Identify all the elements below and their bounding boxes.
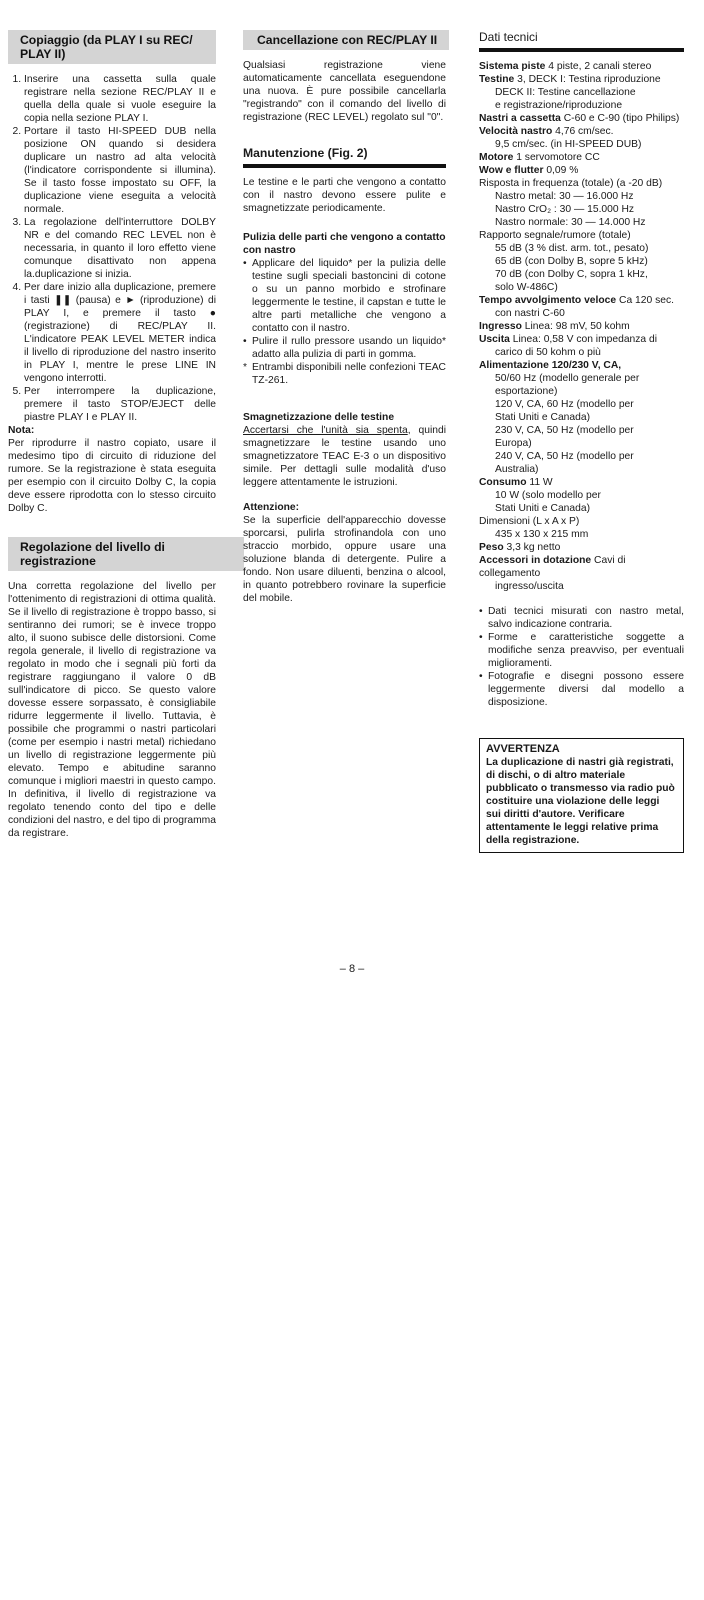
spec-value: 4,76 cm/sec.: [555, 126, 614, 137]
spec-key: Nastri a cassetta: [479, 113, 561, 124]
spec-value: 3,3 kg netto: [506, 542, 561, 553]
specs-note: • Fotografie e disegni possono essere leggermente diversi dal modello a disposizione.: [479, 670, 684, 709]
spec-value: 4 piste, 2 canali stereo: [548, 61, 652, 72]
copy-heading: Copiaggio (da PLAY I su REC/ PLAY II): [8, 30, 216, 64]
spec-value: 3, DECK I: Testina riproduzione: [517, 74, 661, 85]
copy-step: 2. Portare il tasto HI-SPEED DUB nella posizione ON quando si desidera duplicare un nastro ad alta velocità (l'indicatore corrispondente si illumina). Se il tasto fosse impostato su OFF, la duplicazione viene eseguita a velocità normale.: [24, 125, 216, 216]
footnote: [243, 361, 446, 387]
spec-value: 0,09 %: [546, 165, 579, 176]
cleaning-list: [243, 257, 446, 361]
warning-title: AVVERTENZA: [486, 743, 560, 755]
spec-value: Linea: 0,58 V con impedanza di: [512, 334, 658, 345]
demag-text: , quindi smagnetizzare le testine usando uno smagnetizzatore TEAC E-3 o un dispositivo simile. Per dettagli sulle modalità d'uso leggere attentamente le istruzioni.: [243, 425, 446, 488]
spec-key: Velocità nastro: [479, 126, 553, 137]
spec-value: 11 W: [529, 477, 553, 488]
spec-key: Tempo avvolgimento veloce: [479, 295, 617, 306]
column-right: [479, 30, 684, 853]
spec-value: 9,5 cm/sec. (in HI-SPEED DUB): [495, 139, 642, 150]
copy-step: 4. Per dare inizio alla duplicazione, premere i tasti ❚❚ (pausa) e ► (riproduzione) di PLAY I, e premere il tasto ● (registrazione) di REC/PLAY II. L'indicatore PEAK LEVEL METER indica il livello di riproduzione del nastro inserito in PLAY I, mentre le prese LINE IN vengono interrotti.: [24, 281, 216, 385]
spec-key: Peso: [479, 542, 504, 553]
spec-key: Motore: [479, 152, 514, 163]
page-number: – 8 –: [339, 963, 365, 975]
cleaning-heading: Pulizia delle parti che vengono a contatto con nastro: [243, 232, 446, 256]
spec-value: 230 V, CA, 50 Hz (modello per: [495, 425, 634, 436]
column-left: [8, 30, 216, 840]
specs-notes: [479, 605, 684, 709]
spec-value: con nastri C-60: [495, 308, 565, 319]
spec-key: Consumo: [479, 477, 527, 488]
spec-value: solo W-486C): [495, 282, 558, 293]
maintenance-heading: Manutenzione (Fig. 2): [243, 146, 446, 168]
warning-box: [479, 738, 684, 853]
demag-paragraph: [243, 424, 446, 489]
spec-value: Stati Uniti e Canada): [495, 503, 591, 514]
spec-value: 50/60 Hz (modello generale per: [495, 373, 640, 384]
spec-value: esportazione): [495, 386, 558, 397]
spec-key: Wow e flutter: [479, 165, 544, 176]
spec-value: 70 dB (con Dolby C, sopra 1 kHz,: [495, 269, 648, 280]
spec-value: DECK II: Testine cancellazione: [495, 87, 636, 98]
note-text: Per riprodurre il nastro copiato, usare il medesimo tipo di circuito di riduzione del rumore. Se la registrazione è stata eseguita per esempio con il circuito Dolby C, la copia deve essere riprodotta con lo stesso circuito Dolby C.: [8, 438, 216, 514]
spec-key: Alimentazione: [479, 360, 549, 371]
spec-value: Cavi di collegamento: [479, 555, 626, 579]
spec-value: 55 dB (3 % dist. arm. tot., pesato): [495, 243, 649, 254]
spec-value: 120/230 V, CA,: [551, 360, 622, 371]
copy-steps-list: [8, 73, 216, 424]
spec-value: 1 servomotore CC: [516, 152, 600, 163]
column-middle: [243, 30, 446, 605]
warning-text: La duplicazione di nastri già registrati, di dischi, o di altro materiale pubblicato o transmesso via radio può costituire una violazione delle leggi sui diritti d'autore. Verificare attentamente le leggi relative prima della registrazione.: [486, 757, 675, 846]
spec-value: 240 V, CA, 50 Hz (modello per: [495, 451, 634, 462]
spec-value: Nastro normale: 30 — 14.000 Hz: [495, 217, 646, 228]
demag-heading: Smagnetizzazione delle testine: [243, 412, 395, 423]
spec-key: Sistema piste: [479, 61, 546, 72]
spec-value: e registrazione/riproduzione: [495, 100, 623, 111]
specs-list: [479, 60, 684, 593]
spec-value: Nastro CrO₂ : 30 — 15.000 Hz: [495, 204, 635, 215]
spec-key: Ingresso: [479, 321, 522, 332]
spec-key: Rapporto segnale/rumore (totale): [479, 230, 631, 241]
cleaning-item: • Applicare del liquido* per la pulizia delle testine sugli speciali bastoncini di cotone o su un panno morbido e strofinare leggermente le testine, il capstan e tutte le altre parti metalliche che vengono a contatto con il nastro.: [243, 257, 446, 335]
demag-underlined: Accertarsi che l'unità sia spenta: [243, 425, 408, 436]
spec-value: 120 V, CA, 60 Hz (modello per: [495, 399, 634, 410]
spec-value: carico di 50 kohm o più: [495, 347, 601, 358]
spec-value: 435 x 130 x 215 mm: [495, 529, 589, 540]
copy-step: 1. Inserire una cassetta sulla quale registrare nella sezione REC/PLAY II e quella della quale si vuole eseguire la copia nella sezione PLAY I.: [24, 73, 216, 125]
spec-key: Uscita: [479, 334, 510, 345]
spec-value: Europa): [495, 438, 532, 449]
footnote-star: *: [243, 362, 248, 373]
copy-step: 5. Per interrompere la duplicazione, premere il tasto STOP/EJECT delle piastre PLAY I e PLAY II.: [24, 385, 216, 424]
erase-text: Qualsiasi registrazione viene automaticamente cancellata eseguendone una nuova. È pure possibile cancellarla "registrando" con il comando del livello di registrazione (REC LEVEL) regolato sul "0".: [243, 60, 446, 123]
spec-value: Ca 120 sec.: [619, 295, 674, 306]
cleaning-item: • Pulire il rullo pressore usando un liquido* adatto alla pulizia di parti in gomma.: [243, 335, 446, 361]
specs-note: • Forme e caratteristiche soggette a modifiche senza preavviso, per eventuali miglioramenti.: [479, 631, 684, 670]
specs-note: • Dati tecnici misurati con nastro metal, salvo indicazione contraria.: [479, 605, 684, 631]
spec-value: 10 W (solo modello per: [495, 490, 601, 501]
note-label: Nota:: [8, 425, 35, 436]
erase-heading: Cancellazione con REC/PLAY II: [243, 30, 449, 50]
specs-heading: Dati tecnici: [479, 30, 684, 52]
level-text: Una corretta regolazione del livello per l'ottenimento di registrazioni di ottima qualità. Se il livello di registrazione è troppo basso, si sentiranno dei rumori; se è invece troppo alto, il suono subisce delle distorsioni. Come regola generale, il livello di registrazione va regolato in modo che i segnali più forti da registrare raggiungano il valore 0 dB sull'indicatore di picco. Se questo valore dovesse essere sorpassato, è consigliabile ridurre leggermente il livello. Tuttavia, è possibile che programmi o nastri particolari (come per esempio i nastri metal) richiedano un livello di registrazione leggermente più elevato. Tempo e abitudine saranno comunque i migliori maestri in questo campo. In definitiva, il livello di registrazione va regolato tenendo conto del tipo e delle condizioni del nastro, e del tipo di programma da registrare.: [8, 581, 216, 839]
spec-value: C-60 e C-90 (tipo Philips): [563, 113, 680, 124]
level-heading: Regolazione del livello di registrazione: [8, 537, 244, 571]
spec-key: Accessori in dotazione: [479, 555, 592, 566]
maintenance-text: Le testine e le parti che vengono a contatto con il nastro devono essere pulite e smagnetizzate periodicamente.: [243, 177, 446, 214]
spec-value: Linea: 98 mV, 50 kohm: [524, 321, 630, 332]
spec-value: 65 dB (con Dolby B, sopre 5 kHz): [495, 256, 648, 267]
spec-value: Nastro metal: 30 — 16.000 Hz: [495, 191, 634, 202]
spec-value: Australia): [495, 464, 539, 475]
caution-heading: Attenzione:: [243, 502, 300, 513]
spec-key: Risposta in frequenza (totale) (a -20 dB): [479, 178, 663, 189]
copy-step: 3. La regolazione dell'interruttore DOLBY NR e del comando REC LEVEL non è necessaria, in quanto il loro effetto viene comunque disattivato non appena la.duplicazione si inizia.: [24, 216, 216, 281]
spec-key: Testine: [479, 74, 515, 85]
spec-value: ingresso/uscita: [495, 581, 564, 592]
caution-text: Se la superficie dell'apparecchio dovesse sporcarsi, pulirla strofinandola con uno straccio morbido, oppure usare una soluzione blanda di detergente. Pulire a fondo. Non usare diluenti, benzina o alcool, in quanto potrebbero rovinare la superficie del mobile.: [243, 515, 446, 604]
footnote-text: Entrambi disponibili nelle confezioni TEAC TZ-261.: [252, 362, 446, 386]
spec-key: Dimensioni (L x A x P): [479, 516, 580, 527]
spec-value: Stati Uniti e Canada): [495, 412, 591, 423]
